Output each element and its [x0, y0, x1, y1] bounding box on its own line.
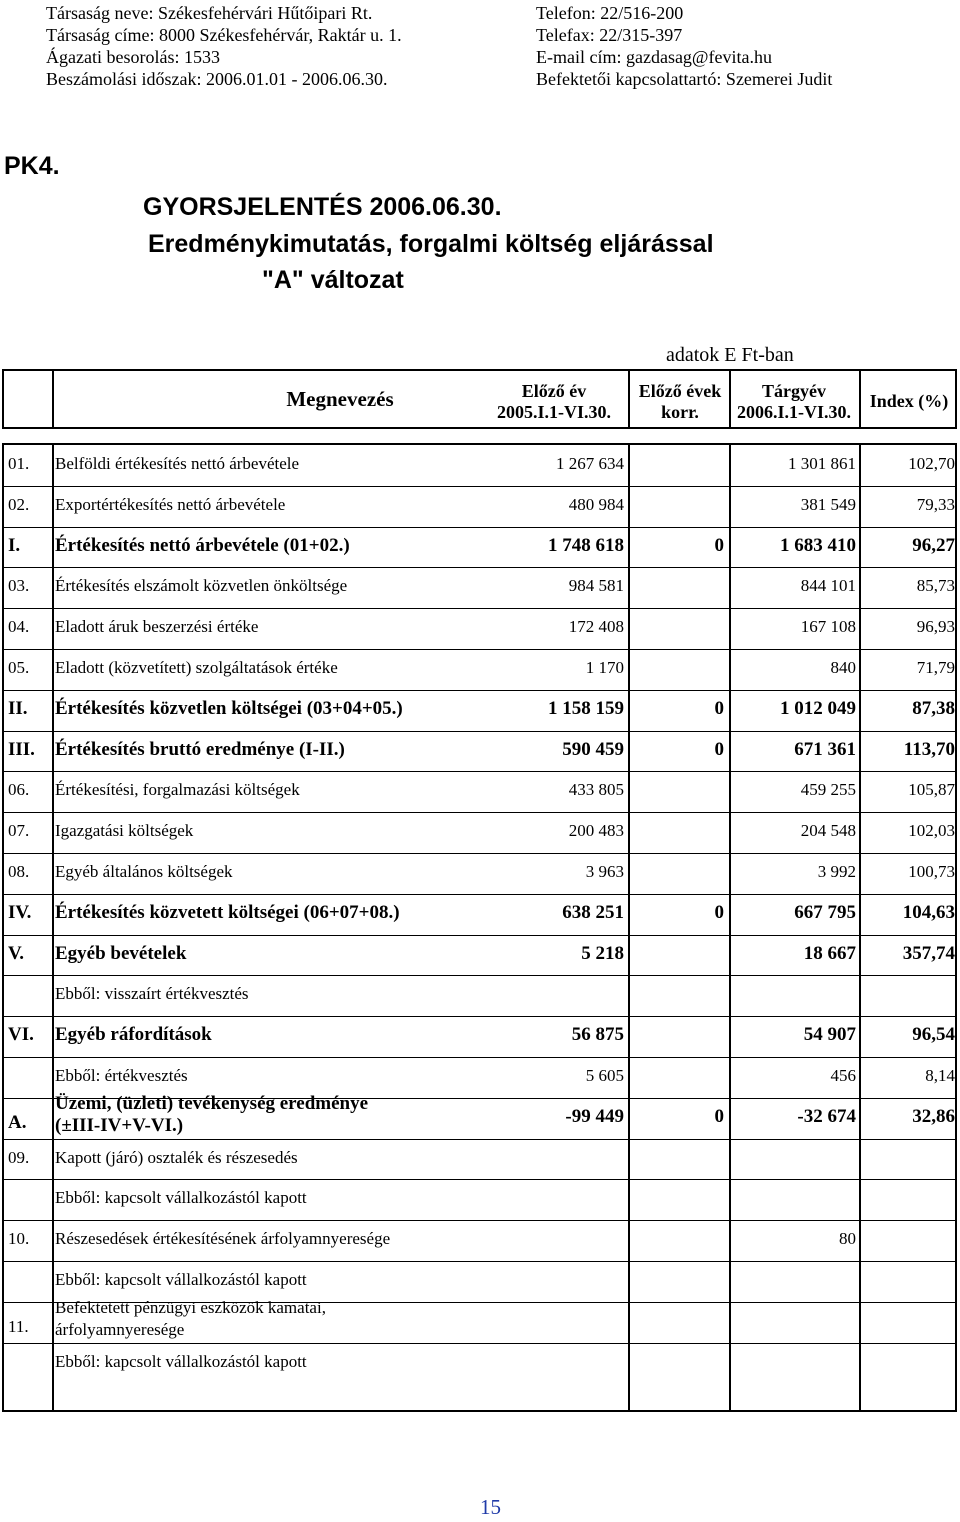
row-prev-corr-value: 0 — [714, 902, 724, 923]
row-index-value: 104,63 — [902, 902, 955, 923]
table-row — [0, 770, 960, 810]
row-index-value: 102,03 — [908, 821, 955, 840]
table-row — [0, 811, 960, 851]
row-number: 03. — [8, 576, 30, 595]
row-number: 08. — [8, 862, 30, 881]
row-prev-year-value: 1 267 634 — [556, 454, 624, 473]
row-curr-year-value: 844 101 — [800, 576, 856, 595]
row-name: Részesedések értékesítésének árfolyamnyeresége — [55, 1229, 391, 1248]
row-index-value: 32,86 — [912, 1106, 955, 1127]
row-name: Egyéb bevételek — [55, 943, 187, 964]
row-prev-corr-value: 0 — [714, 698, 724, 719]
table-row — [0, 607, 960, 647]
row-name: Exportértékesítés nettó árbevétele — [55, 495, 286, 514]
company-name: Társaság neve: Székesfehérvári Hűtőipari Rt. — [46, 3, 373, 23]
company-sector: Ágazati besorolás: 1533 — [46, 47, 220, 67]
row-curr-year-value: 456 — [830, 1066, 856, 1085]
row-name: Eladott (közvetített) szolgáltatások értéke — [55, 658, 338, 677]
row-name: Ebből: kapcsolt vállalkozástól kapott — [55, 1188, 307, 1207]
row-number: 04. — [8, 617, 30, 636]
row-prev-year-value: 3 963 — [585, 862, 624, 881]
header-prev-corr-sub: korr. — [661, 402, 699, 422]
row-prev-year-value: -99 449 — [565, 1106, 624, 1127]
table-row — [0, 1298, 960, 1341]
row-prev-year-value: 1 170 — [585, 658, 624, 677]
unit-note: adatok E Ft-ban — [666, 344, 794, 366]
row-curr-year-value: 1 012 049 — [780, 698, 856, 719]
row-number: IV. — [8, 902, 32, 923]
row-number: III. — [8, 739, 35, 760]
table-row — [0, 1260, 960, 1300]
row-prev-year-value: 638 251 — [562, 902, 624, 923]
report-variant: "A" változat — [262, 266, 404, 294]
row-name: Értékesítés elszámolt közvetlen önköltsége — [55, 576, 348, 595]
row-curr-year-value: 671 361 — [794, 739, 856, 760]
row-curr-year-value: 1 301 861 — [788, 454, 856, 473]
row-number: 11. — [8, 1317, 29, 1336]
row-number: VI. — [8, 1024, 34, 1045]
row-number — [8, 1056, 48, 1096]
row-prev-year-value: 984 581 — [568, 576, 624, 595]
header-prev-year-period: 2005.I.1-VI.30. — [496, 402, 611, 422]
row-number: 06. — [8, 780, 30, 799]
table-row — [0, 852, 960, 892]
row-index-value: 96,93 — [916, 617, 955, 636]
reporting-period: Beszámolási időszak: 2006.01.01 - 2006.06.30. — [46, 69, 388, 89]
company-info — [0, 0, 960, 95]
report-title: GYORSJELENTÉS 2006.06.30. — [143, 193, 502, 221]
company-fax: Telefax: 22/315-397 — [536, 25, 683, 45]
row-number — [8, 974, 48, 1014]
row-index-value: 357,74 — [902, 943, 955, 964]
row-curr-year-value: 3 992 — [817, 862, 856, 881]
table-row — [0, 485, 960, 525]
header-prev-corr-label: Előző évek — [638, 381, 722, 401]
row-prev-year-value: 480 984 — [568, 495, 624, 514]
row-curr-year-value: 667 795 — [794, 902, 856, 923]
company-address: Társaság címe: 8000 Székesfehérvár, Raktár u. 1. — [46, 25, 402, 45]
row-name: Igazgatási költségek — [55, 821, 194, 840]
row-index-value: 100,73 — [908, 862, 955, 881]
row-prev-year-value: 5 605 — [585, 1066, 624, 1085]
company-phone: Telefon: 22/516-200 — [536, 3, 684, 23]
row-index-value: 85,73 — [916, 576, 955, 595]
row-name: Ebből: kapcsolt vállalkozástól kapott — [55, 1352, 307, 1371]
row-number: 02. — [8, 495, 30, 514]
row-curr-year-value: 1 683 410 — [780, 535, 856, 556]
row-curr-year-value: 54 907 — [803, 1024, 856, 1045]
row-number — [8, 1260, 48, 1300]
row-index-value: 8,14 — [925, 1066, 955, 1085]
row-prev-year-value: 56 875 — [571, 1024, 624, 1045]
row-name-line-1: Üzemi, (üzleti) tevékenység eredménye — [55, 1093, 369, 1114]
table-row — [0, 730, 960, 770]
table-row — [0, 526, 960, 566]
table-row — [0, 566, 960, 606]
row-name-line-2: árfolyamnyeresége — [55, 1320, 185, 1339]
row-number — [8, 1178, 48, 1218]
row-name: Ebből: értékvesztés — [55, 1066, 188, 1085]
row-prev-corr-value: 0 — [714, 535, 724, 556]
row-index-value: 102,70 — [908, 454, 955, 473]
header-curr-year-period: 2006.I.1-VI.30. — [736, 402, 851, 422]
row-curr-year-value: 840 — [830, 658, 856, 677]
row-name: Értékesítés közvetett költségei (06+07+08.) — [55, 902, 400, 923]
row-index-value: 71,79 — [916, 658, 955, 677]
row-name: Értékesítés közvetlen költségei (03+04+05.) — [55, 698, 403, 719]
row-prev-corr-value: 0 — [714, 739, 724, 760]
row-curr-year-value: 167 108 — [800, 617, 856, 636]
row-name: Egyéb általános költségek — [55, 862, 233, 881]
row-name: Belföldi értékesítés nettó árbevétele — [55, 454, 300, 473]
row-number: I. — [8, 535, 21, 556]
table-row — [0, 1342, 960, 1382]
table-header — [2, 369, 957, 429]
header-index: Index (%) — [869, 391, 949, 411]
table-row — [0, 1138, 960, 1178]
row-name — [55, 1093, 368, 1137]
row-name-line-1: Befektetett pénzügyi eszközök kamatai, — [55, 1298, 326, 1317]
row-name-line-2: (±III-IV+V-VI.) — [55, 1115, 184, 1136]
row-prev-corr-value: 0 — [714, 1106, 724, 1127]
row-prev-year-value: 1 158 159 — [548, 698, 624, 719]
report-subtitle: Eredménykimutatás, forgalmi költség eljárással — [148, 230, 714, 258]
row-name: Értékesítés nettó árbevétele (01+02.) — [55, 535, 350, 556]
table-row — [0, 1015, 960, 1055]
row-name: Ebből: visszaírt értékvesztés — [55, 984, 249, 1003]
header-curr-year-label: Tárgyév — [762, 381, 826, 401]
row-number: 01. — [8, 454, 30, 473]
row-curr-year-value: 18 667 — [803, 943, 856, 964]
company-email: E-mail cím: gazdasag@fevita.hu — [536, 47, 772, 67]
row-index-value: 96,27 — [912, 535, 955, 556]
row-name: Értékesítési, forgalmazási költségek — [55, 780, 300, 799]
row-number: II. — [8, 698, 28, 719]
row-curr-year-value: 459 255 — [800, 780, 856, 799]
table-row — [0, 934, 960, 974]
investor-contact: Befektetői kapcsolattartó: Szemerei Judit — [536, 69, 833, 89]
row-number: 05. — [8, 658, 30, 677]
row-name: Egyéb ráfordítások — [55, 1024, 212, 1045]
row-number: V. — [8, 943, 25, 964]
table-row — [0, 1178, 960, 1218]
row-prev-year-value: 172 408 — [568, 617, 624, 636]
table-row — [0, 648, 960, 688]
row-name: Értékesítés bruttó eredménye (I-II.) — [55, 739, 345, 760]
table-row — [0, 444, 960, 484]
header-prev-year-label: Előző év — [521, 381, 587, 401]
row-number: 10. — [8, 1229, 30, 1248]
table-row — [0, 1093, 960, 1137]
table-row — [0, 689, 960, 729]
row-name — [55, 1297, 326, 1341]
row-curr-year-value: 381 549 — [800, 495, 856, 514]
table-row — [0, 1219, 960, 1259]
row-name: Ebből: kapcsolt vállalkozástól kapott — [55, 1270, 307, 1289]
table-row — [0, 974, 960, 1014]
row-curr-year-value: -32 674 — [797, 1106, 856, 1127]
row-prev-year-value: 5 218 — [581, 943, 624, 964]
row-name: Eladott áruk beszerzési értéke — [55, 617, 259, 636]
page-number: 15 — [480, 1495, 501, 1519]
row-prev-year-value: 590 459 — [562, 739, 624, 760]
report-code: PK4. — [4, 152, 60, 180]
row-index-value: 105,87 — [908, 780, 955, 799]
table-row — [0, 1056, 960, 1096]
row-number: 07. — [8, 821, 30, 840]
row-prev-year-value: 1 748 618 — [548, 535, 624, 556]
row-prev-year-value: 433 805 — [568, 780, 624, 799]
row-curr-year-value: 80 — [839, 1229, 856, 1248]
row-number: 09. — [8, 1148, 30, 1167]
header-name: Megnevezés — [286, 387, 394, 411]
row-number: A. — [8, 1112, 27, 1133]
row-index-value: 113,70 — [903, 739, 955, 760]
row-curr-year-value: 204 548 — [800, 821, 856, 840]
table-row — [0, 893, 960, 933]
row-prev-year-value: 200 483 — [568, 821, 624, 840]
row-index-value: 96,54 — [912, 1024, 955, 1045]
row-name: Kapott (járó) osztalék és részesedés — [55, 1148, 298, 1167]
row-index-value: 87,38 — [912, 698, 955, 719]
row-number — [8, 1342, 48, 1382]
row-index-value: 79,33 — [916, 495, 955, 514]
